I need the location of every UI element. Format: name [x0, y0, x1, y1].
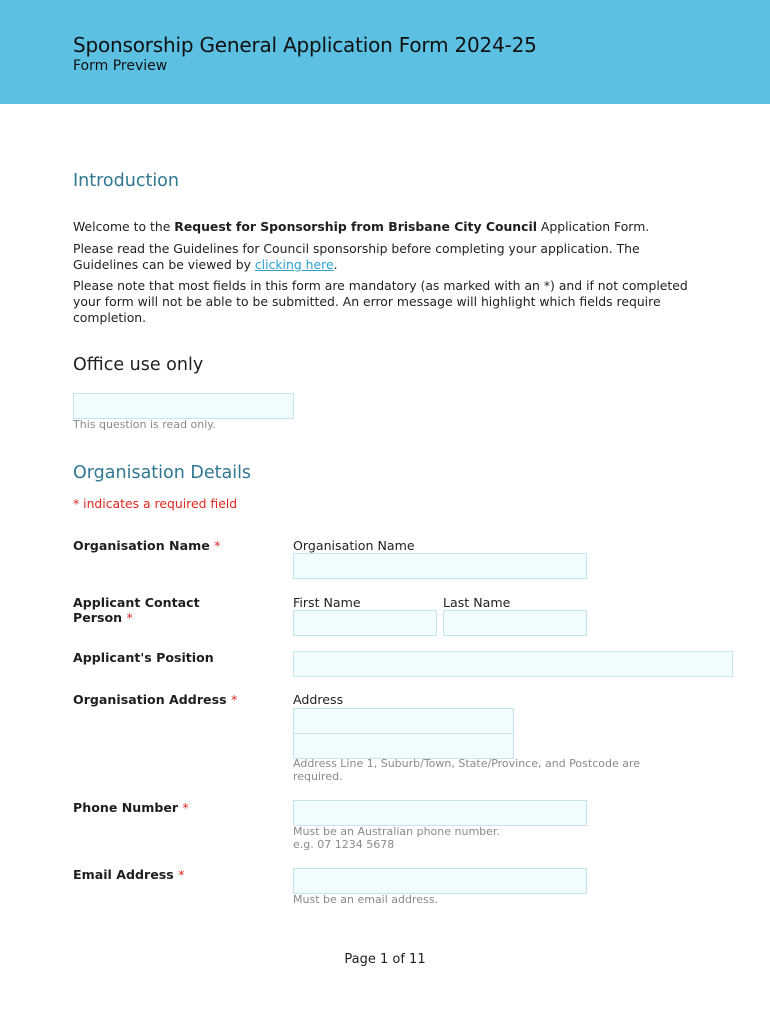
email-help: Must be an email address.: [293, 893, 439, 906]
required-star: *: [126, 610, 133, 625]
guidelines-link[interactable]: clicking here: [254, 257, 334, 272]
required-star: *: [178, 867, 185, 882]
first-name-input[interactable]: [293, 610, 437, 636]
position-input[interactable]: [293, 651, 733, 677]
intro-heading: Introduction: [73, 171, 179, 191]
page-number: Page 1 of 11: [344, 952, 426, 967]
address-line2-input[interactable]: [293, 733, 514, 759]
org-name-input[interactable]: [293, 553, 587, 579]
form-subtitle: Form Preview: [73, 58, 168, 74]
phone-input[interactable]: [293, 800, 587, 826]
last-name-sublabel: Last Name: [443, 595, 511, 610]
email-label: Email Address *: [73, 867, 185, 882]
required-star: *: [214, 538, 221, 553]
phone-example: e.g. 07 1234 5678: [293, 838, 395, 851]
required-note: * indicates a required field: [73, 496, 238, 511]
last-name-input[interactable]: [443, 610, 587, 636]
org-name-label: Organisation Name *: [73, 538, 221, 553]
phone-help: Must be an Australian phone number.: [293, 825, 500, 838]
form-header: [0, 0, 770, 104]
intro-welcome: Welcome to the Request for Sponsorship from Brisbane City Council Application Form.: [73, 219, 650, 234]
office-heading: Office use only: [73, 355, 204, 375]
office-use-field: [73, 393, 294, 419]
phone-label: Phone Number *: [73, 800, 189, 815]
required-star: *: [182, 800, 189, 815]
position-label: Applicant's Position: [73, 650, 214, 665]
email-input[interactable]: [293, 868, 587, 894]
address-sublabel: Address: [293, 692, 344, 707]
first-name-sublabel: First Name: [293, 595, 361, 610]
required-star: *: [230, 692, 238, 707]
org-heading: Organisation Details: [73, 463, 252, 483]
intro-mandatory-note: Please note that most fields in this form are mandatory (as marked with an *) and if not completed your form will not be able to be submitted. An error message will highlight which fields require completion.: [73, 278, 688, 325]
address-help: Address Line 1, Suburb/Town, State/Province, and Postcode are required.: [293, 757, 641, 783]
office-help: This question is read only.: [73, 418, 216, 431]
address-line1-input[interactable]: [293, 708, 514, 734]
org-name-sublabel: Organisation Name: [293, 538, 415, 553]
form-title: Sponsorship General Application Form 2024-25: [73, 33, 537, 57]
contact-label: Applicant Contact Person *: [73, 595, 200, 625]
address-label: Organisation Address *: [73, 692, 238, 707]
intro-guidelines: Please read the Guidelines for Council sponsorship before completing your application. The Guidelines can be viewed by clicking here.: [73, 241, 640, 272]
